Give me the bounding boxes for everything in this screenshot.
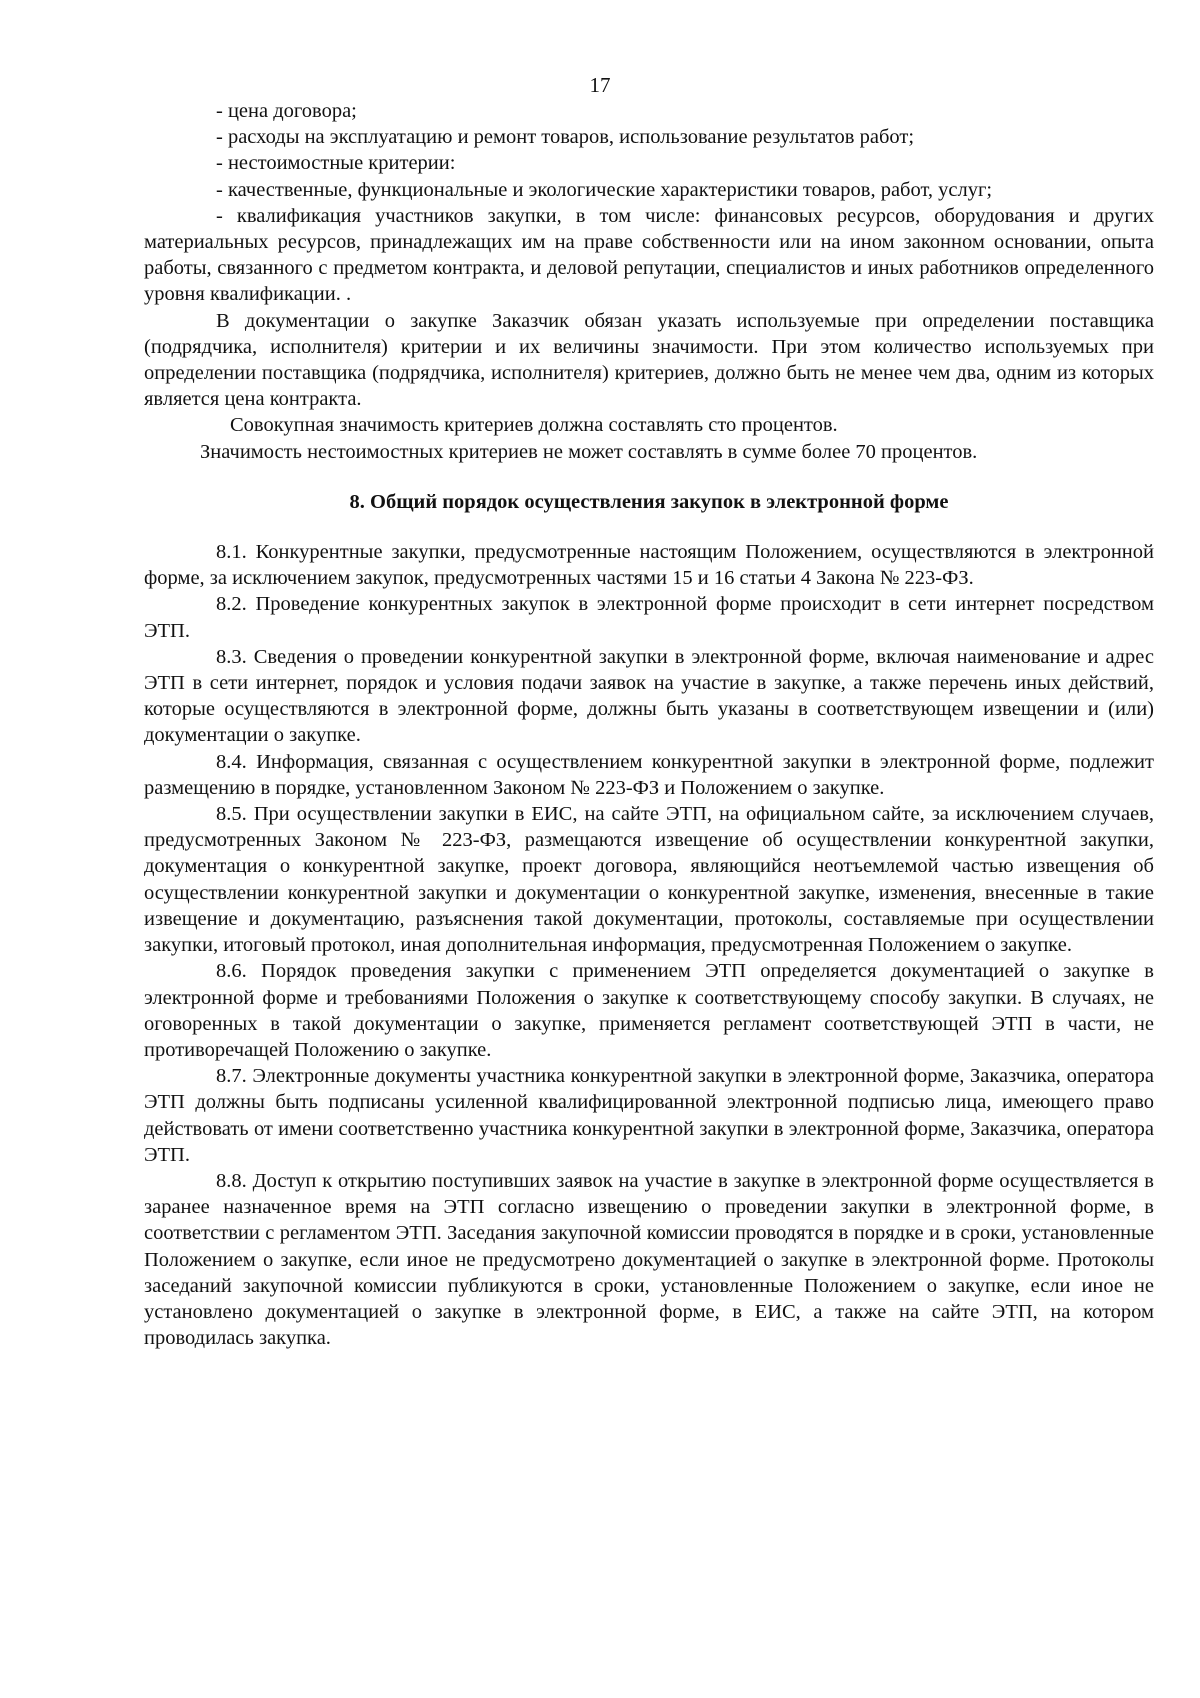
list-item: - нестоимостные критерии: [216, 152, 456, 175]
paragraph: 8.7. Электронные документы участника конкурентной закупки в электронной форме, Заказчика, оператора ЭТП должны быть подписаны усиленной квалифицированной электронной подписью лица, имеющего право действовать от имени соответственно участника конкурентной закупки в электронной форме, Заказчика, оператора ЭТП. [144, 1065, 1154, 1166]
document-body [144, 98, 1154, 1351]
paragraph: 8.6. Порядок проведения закупки с применением ЭТП определяется документацией о закупке в электронной форме и требованиями Положения о закупке к соответствующему способу закупки. В случаях, не оговоренных в такой документации о закупке, применяется регламент соответствующей ЭТП в части, не противоречащей Положению о закупке. [144, 960, 1154, 1061]
list-item: - квалификация участников закупки, в том числе: финансовых ресурсов, оборудования и других материальных ресурсов, принадлежащих им на праве собственности или на ином законном основании, опыта работы, связанного с предметом контракта, и деловой репутации, специалистов и иных работников определенного уровня квалификации. . [144, 204, 1154, 306]
paragraph: 8.3. Сведения о проведении конкурентной закупки в электронной форме, включая наименование и адрес ЭТП в сети интернет, порядок и условия подачи заявок на участие в закупке, а также перечень иных действий, которые осуществляются в электронной форме, должны быть указаны в соответствующем извещении и (или) документации о закупке. [144, 645, 1154, 747]
page-number: 17 [589, 73, 611, 97]
list-item: - качественные, функциональные и экологические характеристики товаров, работ, услуг; [216, 178, 993, 201]
paragraph: В документации о закупке Заказчик обязан указать используемые при определении поставщика (подрядчика, исполнителя) критерии и их величины значимости. При этом количество используемых при определении поставщика (подрядчика, исполнителя) критериев, должно быть не менее чем два, одним из которых является цена контракта. [144, 309, 1154, 411]
paragraph: Совокупная значимость критериев должна составлять сто процентов. [230, 414, 838, 437]
paragraph: 8.2. Проведение конкурентных закупок в электронной форме происходит в сети интернет посредством ЭТП. [144, 593, 1154, 642]
paragraph: 8.1. Конкурентные закупки, предусмотренные настоящим Положением, осуществляются в электронной форме, за исключением закупок, предусмотренных частями 15 и 16 статьи 4 Закона № 223-ФЗ. [144, 541, 1154, 590]
paragraph: 8.8. Доступ к открытию поступивших заявок на участие в закупке в электронной форме осуществляется в заранее назначенное время на ЭТП согласно извещению о проведении закупки в электронной форме, в соответствии с регламентом ЭТП. Заседания закупочной комиссии проводятся в порядке и в сроки, установленные Положением о закупке, если иное не предусмотрено документацией о закупке в электронной форме. Протоколы заседаний закупочной комиссии публикуются в сроки, установленные Положением о закупке, если иное не установлено документацией о закупке в электронной форме, в ЕИС, а также на сайте ЭТП, на котором проводилась закупка. [144, 1169, 1154, 1350]
list-item: - расходы на эксплуатацию и ремонт товаров, использование результатов работ; [216, 126, 915, 149]
paragraph: 8.5. При осуществлении закупки в ЕИС, на сайте ЭТП, на официальном сайте, за исключением случаев, предусмотренных Законом № 223-ФЗ, размещаются извещение об осуществлении конкурентной закупки, документация о конкурентной закупке, проект договора, являющийся неотъемлемой частью извещения об осуществлении конкурентной закупки и документации о конкурентной закупке, изменения, внесенные в такие извещение и документацию, разъяснения такой документации, протоколы, составляемые при осуществлении закупки, итоговый протокол, иная дополнительная информация, предусмотренная Положением о закупке. [144, 803, 1154, 957]
section-heading: 8. Общий порядок осуществления закупок в электронной форме [349, 490, 949, 513]
paragraph: Значимость нестоимостных критериев не может составлять в сумме более 70 процентов. [200, 440, 978, 463]
paragraph: 8.4. Информация, связанная с осуществлением конкурентной закупки в электронной форме, подлежит размещению в порядке, установленном Законом № 223-ФЗ и Положением о закупке. [144, 750, 1154, 799]
list-item: - цена договора; [216, 100, 357, 122]
